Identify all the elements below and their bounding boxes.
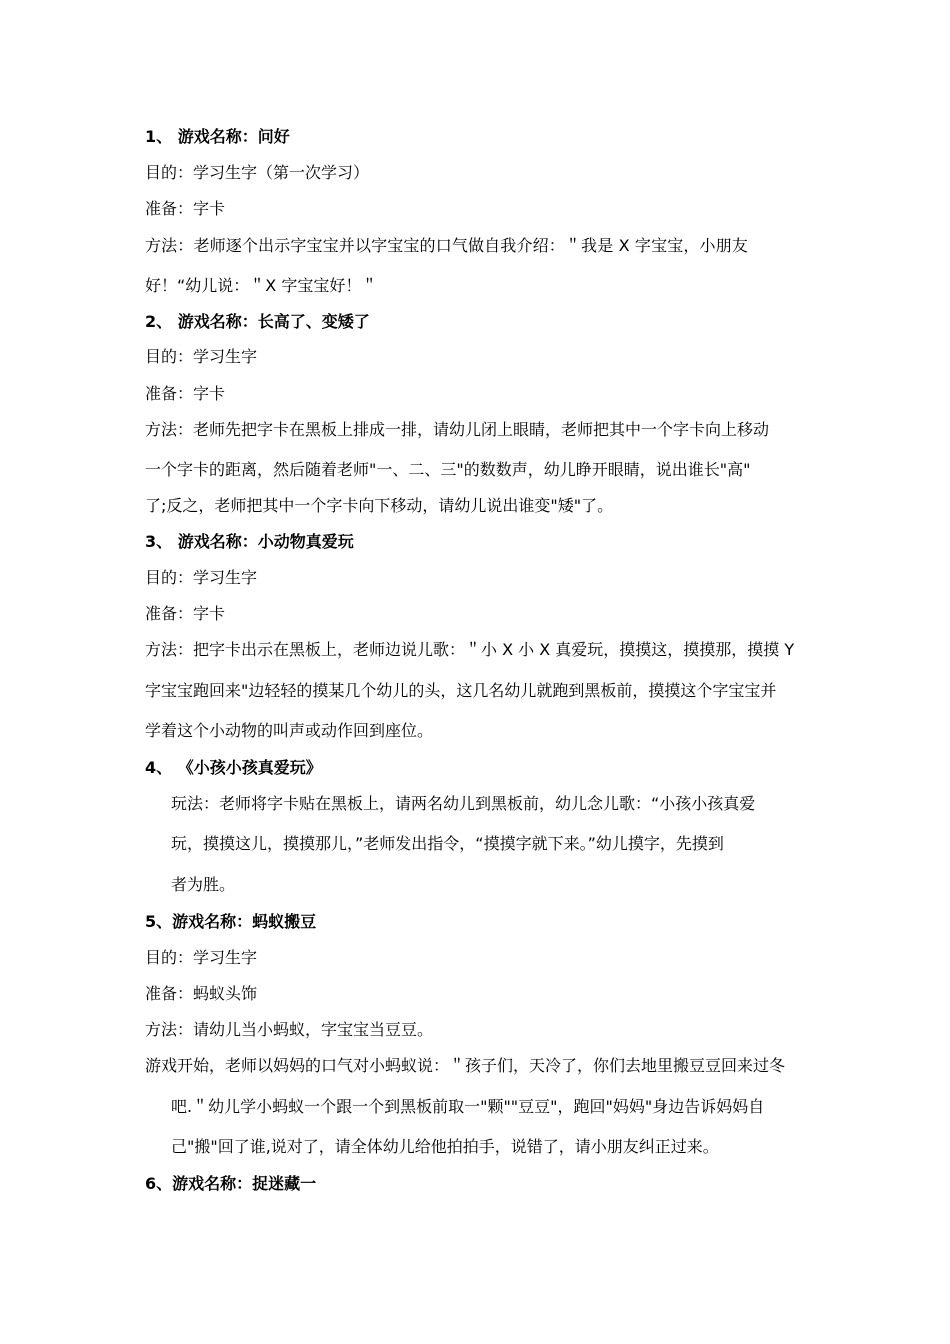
section-5-play-line-2: 吧.＂幼儿学小蚂蚁一个跟一个到黑板前取一"颗""豆豆"，跑回"妈妈"身边告诉妈妈自: [171, 1097, 765, 1116]
section-5-play-line-3: 己"搬"回了谁,说对了，请全体幼儿给他拍拍手，说错了，请小朋友纠正过来。: [171, 1137, 719, 1156]
section-2-method-line-3: 了;反之，老师把其中一个字卡向下移动，请幼儿说出谁变"矮"了。: [145, 496, 614, 515]
section-6-heading: 6、游戏名称：捉迷藏一: [145, 1174, 317, 1193]
section-1-purpose: 目的：学习生字（第一次学习）: [145, 163, 370, 182]
section-2-method-line-1: 方法：老师先把字卡在黑板上排成一排，请幼儿闭上眼睛，老师把其中一个字卡向上移动: [145, 420, 770, 439]
section-1-preparation: 准备：字卡: [145, 199, 226, 218]
section-2-method-line-2: 一个字卡的距离，然后随着老师"一、二、三"的数数声，幼儿睁开眼睛，说出谁长"高": [145, 460, 751, 479]
section-3-heading: 3、 游戏名称：小动物真爱玩: [145, 532, 354, 551]
section-2-heading: 2、 游戏名称：长高了、变矮了: [145, 312, 370, 331]
section-4-rules-line-1: 玩法：老师将字卡贴在黑板上，请两名幼儿到黑板前，幼儿念儿歌：“小孩小孩真爱: [171, 794, 756, 813]
section-3-preparation: 准备：字卡: [145, 604, 226, 623]
section-1-method-line-1: 方法：老师逐个出示字宝宝并以字宝宝的口气做自我介绍：＂我是 X 字宝宝，小朋友: [145, 236, 748, 255]
section-3-method-line-2: 字宝宝跑回来"边轻轻的摸某几个幼儿的头，这几名幼儿就跑到黑板前，摸摸这个字宝宝并: [145, 681, 777, 700]
section-3-method-line-1: 方法：把字卡出示在黑板上，老师边说儿歌：＂小 X 小 X 真爱玩，摸摸这，摸摸那，摸摸 Y: [145, 640, 795, 659]
section-5-method: 方法：请幼儿当小蚂蚁，字宝宝当豆豆。: [145, 1020, 434, 1039]
section-5-purpose: 目的：学习生字: [145, 948, 258, 967]
section-2-purpose: 目的：学习生字: [145, 347, 258, 366]
section-4-heading: 4、 《小孩小孩真爱玩》: [145, 758, 322, 777]
section-1-heading: 1、 游戏名称：问好: [145, 127, 290, 146]
section-2-preparation: 准备：字卡: [145, 384, 226, 403]
section-5-heading: 5、游戏名称：蚂蚁搬豆: [145, 912, 317, 931]
section-3-method-line-3: 学着这个小动物的叫声或动作回到座位。: [145, 721, 434, 740]
section-3-purpose: 目的：学习生字: [145, 568, 258, 587]
section-5-play-line-1: 游戏开始，老师以妈妈的口气对小蚂蚁说：＂孩子们，天冷了，你们去地里搬豆豆回来过冬: [145, 1056, 786, 1075]
section-4-rules-line-2: 玩，摸摸这儿，摸摸那儿，”老师发出指令，“摸摸字就下来。”幼儿摸字，先摸到: [171, 834, 724, 853]
section-1-method-line-2: 好！“幼儿说：＂X 字宝宝好！＂: [145, 276, 378, 295]
section-4-rules-line-3: 者为胜。: [171, 875, 236, 894]
section-5-preparation: 准备：蚂蚁头饰: [145, 984, 258, 1003]
